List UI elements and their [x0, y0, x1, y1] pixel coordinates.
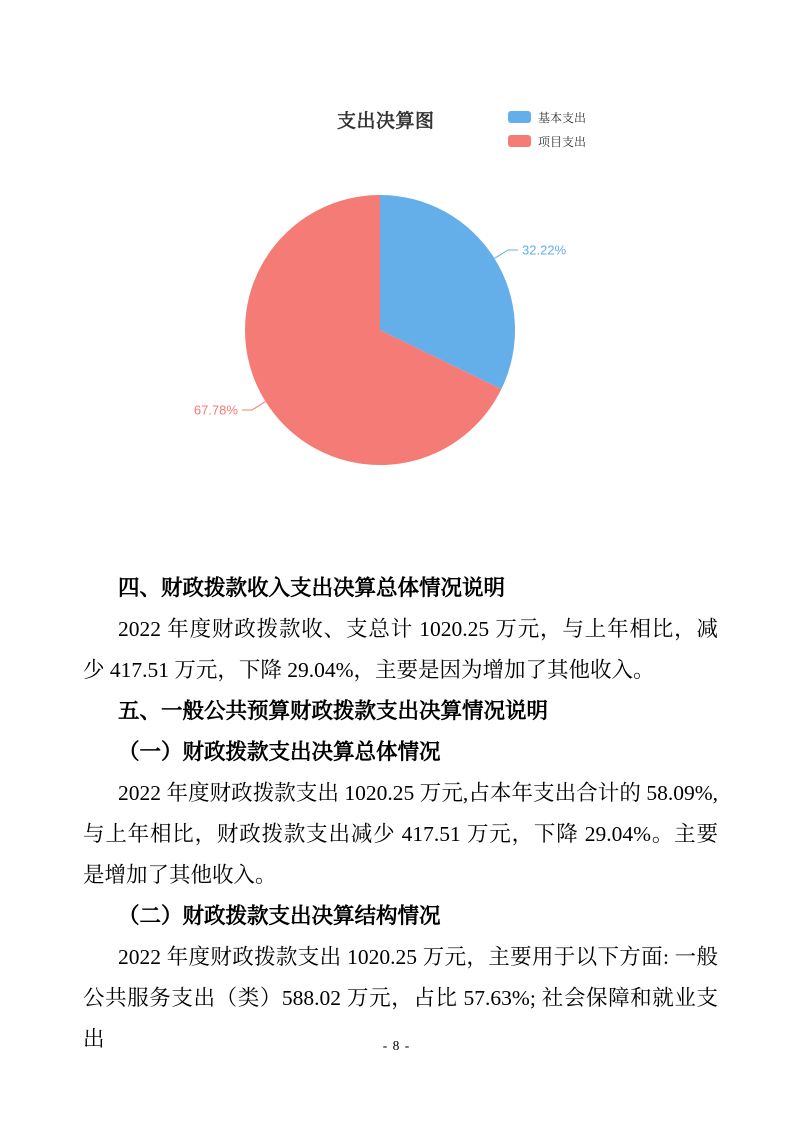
paragraph-expenditure-structure: 2022 年度财政拨款支出 1020.25 万元，主要用于以下方面: 一般公共服务支出（类）588.02 万元，占比 57.63%; 社会保障和就业支出	[83, 945, 718, 1051]
legend-label-basic: 基本支出	[538, 110, 587, 125]
subsection-heading-two: （二）财政拨款支出决算结构情况	[118, 904, 441, 928]
chart-title: 支出决算图	[337, 111, 435, 132]
pie-percent-label: 32.22%	[522, 242, 567, 258]
expenditure-pie-chart	[150, 185, 650, 475]
section-heading-five: 五、一般公共预算财政拨款支出决算情况说明	[118, 699, 549, 723]
pie-leader-line	[242, 402, 266, 410]
section-heading-four: 四、财政拨款收入支出决算总体情况说明	[118, 576, 506, 600]
subsection-heading-one: （一）财政拨款支出决算总体情况	[118, 740, 441, 764]
pie-leader-line	[494, 250, 518, 258]
legend-label-project: 项目支出	[538, 134, 587, 149]
paragraph-fiscal-total: 2022 年度财政拨款收、支总计 1020.25 万元，与上年相比，减少 417.51 万元，下降 29.04%，主要是因为增加了其他收入。	[83, 617, 718, 682]
paragraph-expenditure-overview: 2022 年度财政拨款支出 1020.25 万元,占本年支出合计的 58.09%,与上年相比，财政拨款支出减少 417.51 万元，下降 29.04%。主要是增加了其他收入。	[83, 781, 718, 887]
document-body	[83, 568, 718, 1060]
chart-legend	[508, 110, 586, 158]
page-number: - 8 -	[382, 1038, 411, 1053]
legend-item-project-expenditure	[508, 134, 586, 148]
legend-swatch-project-icon	[508, 135, 531, 147]
legend-swatch-basic-icon	[508, 111, 531, 123]
pie-percent-label: 67.78%	[193, 402, 238, 418]
legend-item-basic-expenditure	[508, 110, 586, 124]
